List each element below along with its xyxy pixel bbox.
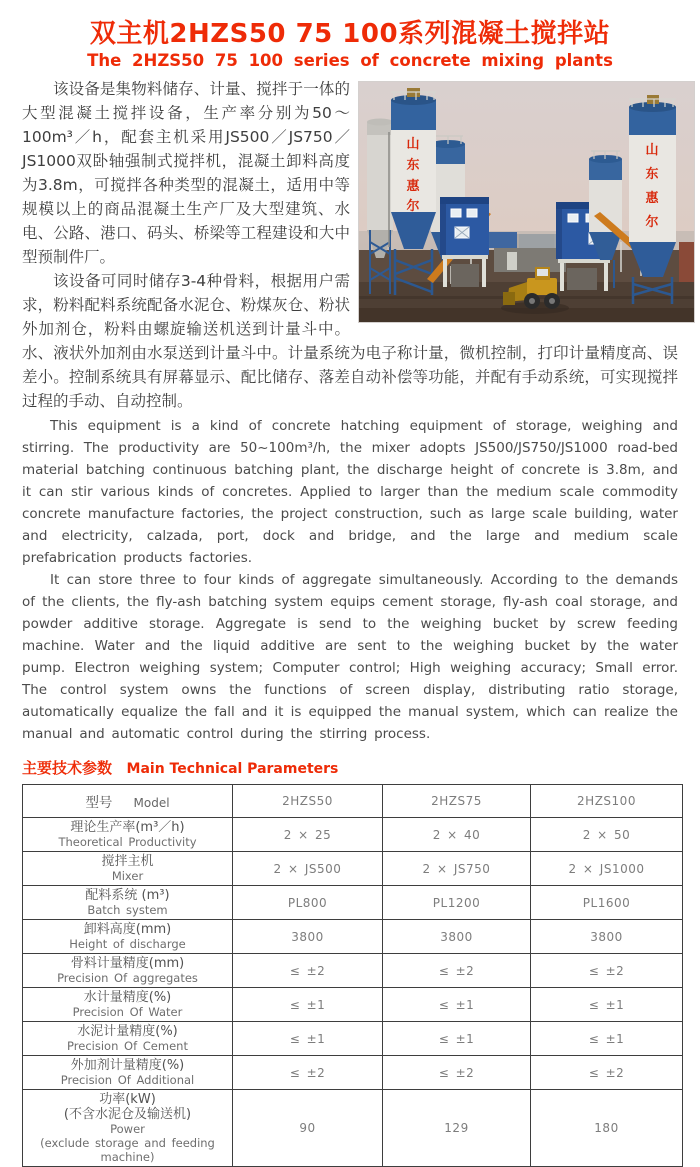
cell-value: ≤ ±2 (531, 954, 683, 988)
row-label-en: Precision Of Cement (67, 1039, 188, 1053)
table-row (23, 818, 683, 852)
silo-brand-char: 东 (406, 158, 420, 173)
silo-brand-char: 惠 (406, 179, 420, 194)
cell-value: ≤ ±2 (233, 1056, 383, 1090)
silo-brand-char: 山 (406, 137, 420, 152)
silo-brand-char: 东 (645, 167, 659, 182)
silo-brand-char: 尔 (645, 215, 659, 230)
cell-value: 3800 (383, 920, 531, 954)
model-name: 2HZS75 (383, 785, 531, 818)
row-label-en: Precision Of Water (72, 1005, 183, 1019)
table-row (23, 954, 683, 988)
table-row (23, 886, 683, 920)
row-label-en: Precision Of Additional (60, 1073, 195, 1087)
cell-value: 3800 (531, 920, 683, 954)
catalog-page (0, 13, 700, 1164)
cell-value: ≤ ±2 (383, 1056, 531, 1090)
intro-en-paragraph-1: This equipment is a kind of concrete hatching equipment of storage, weighing and stirring. The productivity are 50~100m³/h, the mixer adopts JS500/JS750/JS1000 road-bed material batching continuous batching plant, the discharge height of concrete is 3.8m, and it can stir various kinds of concretes. Applied to larger than the medium scale commodity concrete manufacture factories, the project construction, such as large scale building, water and electricity, calzada, port, dock and bridge, and the large and medium scale prefabrication products factories. (22, 418, 678, 566)
plant-photo (358, 81, 695, 323)
row-label-en: Precision Of aggregates (57, 971, 198, 985)
cell-value: 129 (383, 1090, 531, 1167)
silo-brand-char: 尔 (406, 199, 420, 214)
cell-value: 90 (233, 1090, 383, 1167)
page-content (0, 77, 700, 1167)
photo-mid-structures (489, 232, 567, 272)
row-label-zh: 搅拌主机 (101, 854, 154, 869)
silo-brand-char: 惠 (645, 191, 659, 206)
cell-value: ≤ ±1 (233, 988, 383, 1022)
model-label-zh: 型号 (85, 795, 113, 811)
cell-value: 2 × JS500 (233, 852, 383, 886)
row-label-zh: 功率(kW) (99, 1092, 156, 1107)
intro-zh-paragraph-1: 该设备是集物料储存、计量、搅拌于一体的大型混凝土搅拌设备，生产率分别为50～100m³／h，配套主机采用JS500／JS750／JS1000双卧轴强制式搅拌机，混凝土卸料高度为3.8m，可搅拌各种类型的混凝土，适用中等规模以上的商品混凝土生产厂及大型建筑、水电、公路、港口、码头、桥梁等工程建设和大中型预制件厂。 (22, 80, 350, 266)
row-label-en: Theoretical Productivity (58, 835, 197, 849)
row-label-en: Batch system (87, 903, 168, 917)
intro-zh-paragraph-2: 该设备可同时储存3-4种骨料，根据用户需求，粉料配料系统配备水泥仓、粉煤灰仓、粉状外加剂仓，粉料由螺旋输送机送到计量斗中。水、液状外加剂由水泵送到计量斗中。计量系统为电子称计量，微机控制，打印计量精度高、误差小。控制系统具有屏幕显示、配比储存、落差自动补偿等功能，并配有手动系统，可实现搅拌过程的手动、自动控制。 (22, 272, 678, 410)
cell-value: 2 × JS750 (383, 852, 531, 886)
cell-value: ≤ ±1 (233, 1022, 383, 1056)
table-header-row (23, 785, 683, 818)
row-label-en: Mixer (111, 869, 144, 883)
row-label-zh-note: (不含水泥仓及输送机) (63, 1107, 192, 1122)
intro-en-paragraph-2: It can store three to four kinds of aggregate simultaneously. According to the demands of the clients, the fly-ash batching system equips cement storage, fly-ash coal storage, and powder additive storage. Aggregate is send to the weighing bucket by screw feeding machine. Water and the liquid additive are sent to the weighing bucket by the water pump. Electron weighing system; Computer control; High weighing accuracy; Small error. The control system owns the functions of screen display, distributing ratio storage, automatically equalize the fall and it is equipped the manual system, which can realize the manual and automatic control during the stirring process. (22, 572, 678, 742)
table-row (23, 852, 683, 886)
row-label-zh: 配料系统 (m³) (85, 888, 170, 903)
cell-value: PL1600 (531, 886, 683, 920)
page-title-en: The 2HZS50 75 100 series of concrete mixing plants (87, 51, 613, 70)
cell-value: 180 (531, 1090, 683, 1167)
photo-right-edge-building (679, 242, 694, 282)
table-row (23, 920, 683, 954)
cell-value: PL800 (233, 886, 383, 920)
row-label-en: Power (110, 1122, 145, 1136)
params-header-zh: 主要技术参数 (22, 759, 113, 777)
cell-value: ≤ ±1 (531, 988, 683, 1022)
row-label-en: Height of discharge (69, 937, 186, 951)
cell-value: 2 × 40 (383, 818, 531, 852)
cell-value: 2 × JS1000 (531, 852, 683, 886)
model-name: 2HZS50 (233, 785, 383, 818)
row-label-zh: 水泥计量精度(%) (77, 1024, 178, 1039)
row-label-zh: 卸料高度(mm) (83, 922, 172, 937)
model-name: 2HZS100 (531, 785, 683, 818)
cell-value: ≤ ±1 (531, 1022, 683, 1056)
cell-value: 3800 (233, 920, 383, 954)
cell-value: ≤ ±1 (383, 1022, 531, 1056)
cell-value: ≤ ±2 (531, 1056, 683, 1090)
page-title-zh: 双主机2HZS50 75 100系列混凝土搅拌站 (89, 19, 611, 49)
row-label-zh: 骨料计量精度(mm) (70, 956, 185, 971)
cell-value: 2 × 25 (233, 818, 383, 852)
row-label-zh: 理论生产率(m³／h) (70, 820, 185, 835)
row-label-zh: 水计量精度(%) (83, 990, 172, 1005)
plant-photo-illustration (359, 82, 694, 322)
table-row (23, 1090, 683, 1167)
model-label-en: Model (133, 796, 170, 810)
intro-section (22, 77, 678, 413)
cell-value: ≤ ±2 (383, 954, 531, 988)
table-row (23, 988, 683, 1022)
params-section-header (22, 757, 678, 778)
cell-value: ≤ ±2 (233, 954, 383, 988)
params-header-en: Main Technical Parameters (126, 761, 339, 777)
silo-brand-char: 山 (645, 143, 659, 158)
cell-value: PL1200 (383, 886, 531, 920)
cell-value: ≤ ±1 (383, 988, 531, 1022)
specs-table (22, 784, 683, 1167)
row-label-zh: 外加剂计量精度(%) (70, 1058, 185, 1073)
row-label-en-note: (exclude storage and feeding machine) (40, 1136, 215, 1164)
table-row (23, 1022, 683, 1056)
cell-value: 2 × 50 (531, 818, 683, 852)
table-row (23, 1056, 683, 1090)
